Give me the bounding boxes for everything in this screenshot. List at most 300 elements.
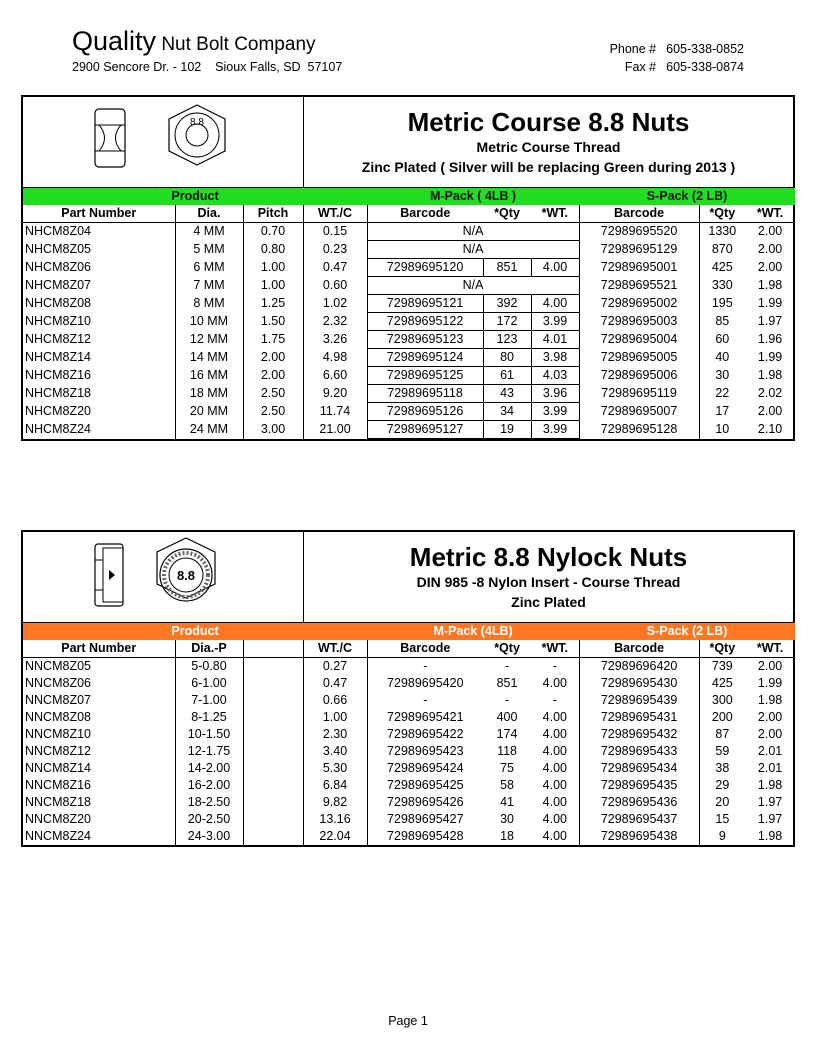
table-row (23, 313, 795, 331)
qty-cell: 38 (715, 761, 730, 775)
company-name-rest: Nut Bolt Company (161, 34, 316, 55)
wt-per-c-cell: 4.98 (303, 349, 367, 367)
band-product: Product (23, 623, 367, 640)
barcode-cell: 72989696420 (579, 658, 699, 676)
wt-per-c-cell: 1.00 (303, 709, 367, 726)
pitch-cell: 2.00 (243, 349, 303, 367)
diameter-cell: 6 MM (175, 259, 243, 277)
barcode-cell: 72989695521 (579, 277, 699, 295)
weight-cell: 4.03 (531, 367, 579, 385)
qty-cell: 29 (715, 778, 730, 792)
qty-cell: 18 (500, 829, 514, 843)
barcode-cell: 72989695122 (367, 313, 483, 331)
wt-per-c-cell: 13.16 (303, 811, 367, 828)
part-number-cell: NNCM8Z12 (23, 743, 175, 760)
barcode-cell: 72989695433 (579, 743, 699, 760)
wt-per-c-cell: 3.40 (303, 743, 367, 760)
barcode-cell: 72989695428 (387, 829, 464, 843)
pitch-cell (243, 709, 303, 726)
pitch-cell: 0.70 (243, 223, 303, 241)
phone-label: Phone # (609, 42, 657, 56)
qty-cell: 739 (711, 659, 733, 673)
page-number: Page 1 (388, 1014, 428, 1028)
weight-cell: 3.98 (531, 349, 579, 367)
company-name (72, 26, 316, 57)
section-subtitle-2: Zinc Plated ( Silver will be replacing Green during 2013 ) (361, 159, 736, 175)
column-header: Dia. (175, 205, 243, 223)
pitch-cell: 0.80 (243, 241, 303, 259)
table-row (23, 259, 795, 277)
pitch-cell (243, 675, 303, 692)
qty-cell: 61 (483, 367, 531, 385)
table-row (23, 777, 795, 794)
column-header: Barcode (579, 640, 699, 658)
wt-per-c-cell: 3.26 (303, 331, 367, 349)
wt-per-c-cell: 0.47 (303, 259, 367, 277)
weight-cell: 1.98 (757, 829, 783, 843)
column-header: *Qty (699, 640, 745, 658)
weight-cell: 3.96 (531, 385, 579, 403)
qty-cell: 392 (483, 295, 531, 313)
qty-cell: 870 (711, 242, 733, 256)
barcode-cell: 72989695004 (579, 331, 699, 349)
part-number-cell: NNCM8Z20 (23, 811, 175, 828)
diameter-cell: 10 MM (175, 313, 243, 331)
qty-cell: 9 (718, 829, 726, 843)
part-number-cell: NNCM8Z10 (23, 726, 175, 743)
wt-per-c-cell: 0.47 (303, 675, 367, 692)
diameter-cell: 18 MM (175, 385, 243, 403)
diameter-cell: 24-3.00 (175, 828, 243, 845)
table-row (23, 675, 795, 692)
table-row (23, 241, 795, 259)
barcode-cell: 72989695420 (387, 676, 464, 690)
qty-cell: 58 (500, 778, 514, 792)
qty-cell: 41 (500, 795, 514, 809)
pitch-cell (243, 658, 303, 676)
qty-cell: 34 (483, 403, 531, 421)
part-number-cell: NHCM8Z24 (23, 421, 175, 439)
column-header: *Qty (483, 640, 531, 658)
pitch-cell: 1.00 (243, 259, 303, 277)
weight-cell: 1.99 (757, 350, 783, 364)
part-number-cell: NHCM8Z14 (23, 349, 175, 367)
table-row (23, 726, 795, 743)
weight-cell: 2.01 (757, 761, 783, 775)
column-header: Barcode (367, 640, 483, 658)
column-header: WT./C (303, 640, 367, 658)
wt-per-c-cell: 22.04 (303, 828, 367, 845)
weight-cell: 4.01 (531, 331, 579, 349)
diameter-cell: 8 MM (175, 295, 243, 313)
section-subtitle-1: DIN 985 -8 Nylon Insert - Course Thread (416, 574, 681, 590)
column-header: WT./C (303, 205, 367, 223)
column-header: Barcode (367, 205, 483, 223)
column-header: *WT. (745, 640, 795, 658)
contact-block (596, 40, 744, 76)
company-address: 2900 Sencore Dr. - 102 Sioux Falls, SD 57107 (72, 60, 343, 74)
weight-cell: 2.01 (757, 744, 783, 758)
weight-cell: 4.00 (531, 743, 579, 760)
qty-cell: 30 (500, 812, 514, 826)
na-cell: N/A (367, 241, 579, 259)
table-body (23, 658, 795, 846)
table-row (23, 760, 795, 777)
wt-per-c-cell: 9.20 (303, 385, 367, 403)
section-title-block (304, 97, 793, 187)
qty-cell: 30 (715, 368, 730, 382)
part-number-cell: NHCM8Z04 (23, 223, 175, 241)
table-row (23, 811, 795, 828)
part-number-cell: NHCM8Z06 (23, 259, 175, 277)
part-number-cell: NHCM8Z10 (23, 313, 175, 331)
wt-per-c-cell: 0.60 (303, 277, 367, 295)
diameter-cell: 4 MM (175, 223, 243, 241)
wt-per-c-cell: 11.74 (303, 403, 367, 421)
qty-cell: 22 (715, 386, 730, 400)
weight-cell: 1.99 (757, 676, 783, 690)
weight-cell: - (531, 658, 579, 676)
column-header: Dia.-P (175, 640, 243, 658)
barcode-cell: 72989695437 (579, 811, 699, 828)
weight-cell: 3.99 (531, 313, 579, 331)
qty-cell: 123 (483, 331, 531, 349)
wt-per-c-cell: 6.60 (303, 367, 367, 385)
weight-cell: 1.98 (757, 778, 783, 792)
barcode-cell: 72989695126 (367, 403, 483, 421)
barcode-cell: 72989695120 (367, 259, 483, 277)
pitch-cell: 2.00 (243, 367, 303, 385)
pitch-cell (243, 726, 303, 743)
section-header (23, 97, 793, 188)
na-cell: N/A (367, 277, 579, 295)
pitch-cell: 2.50 (243, 403, 303, 421)
diameter-cell: 7 MM (175, 277, 243, 295)
table-row (23, 709, 795, 726)
weight-cell: 4.00 (531, 709, 579, 726)
column-header: Pitch (243, 205, 303, 223)
weight-cell: 1.96 (757, 332, 783, 346)
table-row (23, 349, 795, 367)
qty-cell: 80 (483, 349, 531, 367)
weight-cell: 1.97 (757, 812, 783, 826)
barcode-cell: 72989695421 (387, 710, 464, 724)
table-row (23, 828, 795, 845)
product-image (23, 532, 304, 622)
weight-cell: 2.00 (757, 260, 783, 274)
diameter-cell: 16-2.00 (175, 777, 243, 794)
section-hex-nuts (21, 95, 795, 441)
qty-cell: 851 (496, 676, 518, 690)
diameter-cell: 5-0.80 (175, 658, 243, 676)
fax-label: Fax # (624, 60, 657, 74)
group-band (23, 188, 795, 205)
column-header: Barcode (579, 205, 699, 223)
diameter-cell: 14 MM (175, 349, 243, 367)
qty-cell: 200 (711, 710, 733, 724)
weight-cell: 2.00 (757, 659, 783, 673)
weight-cell: 2.10 (757, 422, 783, 436)
qty-cell: 43 (483, 385, 531, 403)
diameter-cell: 10-1.50 (175, 726, 243, 743)
weight-cell: 2.00 (757, 710, 783, 724)
barcode-cell: 72989695436 (579, 794, 699, 811)
qty-cell: - (504, 659, 510, 673)
barcode-cell: 72989695435 (579, 777, 699, 794)
part-number-cell: NNCM8Z24 (23, 828, 175, 845)
barcode-cell: 72989695422 (387, 727, 464, 741)
barcode-cell: 72989695001 (579, 259, 699, 277)
qty-cell: 15 (715, 812, 730, 826)
weight-cell: 1.97 (757, 314, 783, 328)
diameter-cell: 18-2.50 (175, 794, 243, 811)
part-number-cell: NNCM8Z14 (23, 760, 175, 777)
part-number-cell: NHCM8Z07 (23, 277, 175, 295)
pitch-cell: 3.00 (243, 421, 303, 439)
table-row (23, 658, 795, 676)
barcode-cell: 72989695123 (367, 331, 483, 349)
pitch-cell (243, 811, 303, 828)
qty-cell: 400 (496, 710, 518, 724)
pitch-cell (243, 777, 303, 794)
table-row (23, 367, 795, 385)
barcode-cell: 72989695430 (579, 675, 699, 692)
section-subtitle-2: Zinc Plated (511, 594, 586, 610)
diameter-cell: 5 MM (175, 241, 243, 259)
barcode-cell: 72989695427 (387, 812, 464, 826)
weight-cell: 4.00 (531, 811, 579, 828)
section-title: Metric 8.8 Nylock Nuts (409, 542, 688, 572)
band-mpack: M-Pack ( 4LB ) (367, 188, 579, 205)
band-product: Product (23, 188, 367, 205)
qty-cell: 195 (711, 296, 733, 310)
weight-cell: - (531, 692, 579, 709)
table-row (23, 277, 795, 295)
weight-cell: 4.00 (531, 295, 579, 313)
weight-cell: 3.99 (531, 403, 579, 421)
na-cell: N/A (367, 223, 579, 241)
barcode-cell: 72989695119 (579, 385, 699, 403)
diameter-cell: 12-1.75 (175, 743, 243, 760)
wt-per-c-cell: 0.27 (303, 658, 367, 676)
barcode-cell: - (423, 693, 428, 707)
column-header: *Qty (483, 205, 531, 223)
column-header: *Qty (699, 205, 745, 223)
pitch-cell: 1.00 (243, 277, 303, 295)
part-number-cell: NHCM8Z20 (23, 403, 175, 421)
qty-cell: 75 (500, 761, 514, 775)
nylock-nut-table (23, 623, 795, 845)
diameter-cell: 8-1.25 (175, 709, 243, 726)
barcode-cell: - (423, 659, 428, 673)
pitch-cell: 1.50 (243, 313, 303, 331)
wt-per-c-cell: 1.02 (303, 295, 367, 313)
section-title-block (304, 532, 793, 622)
table-row (23, 385, 795, 403)
table-row (23, 692, 795, 709)
qty-cell: 85 (715, 314, 730, 328)
weight-cell: 1.98 (757, 368, 783, 382)
column-header: *WT. (745, 205, 795, 223)
barcode-cell: 72989695003 (579, 313, 699, 331)
table-row (23, 421, 795, 439)
image-grade-label: 8.8 (190, 117, 204, 128)
qty-cell: 174 (496, 727, 518, 741)
part-number-cell: NHCM8Z08 (23, 295, 175, 313)
table-row (23, 794, 795, 811)
band-spack: S-Pack (2 LB) (579, 623, 795, 640)
weight-cell: 4.00 (531, 760, 579, 777)
weight-cell: 1.97 (757, 795, 783, 809)
qty-cell: 17 (715, 404, 730, 418)
wt-per-c-cell: 6.84 (303, 777, 367, 794)
qty-cell: 425 (711, 260, 733, 274)
barcode-cell: 72989695121 (367, 295, 483, 313)
qty-cell: 118 (497, 744, 518, 758)
weight-cell: 4.00 (531, 777, 579, 794)
pitch-cell: 1.75 (243, 331, 303, 349)
table-body (23, 223, 795, 439)
hex-nut-table (23, 188, 795, 439)
part-number-cell: NNCM8Z07 (23, 692, 175, 709)
barcode-cell: 72989695127 (367, 421, 483, 439)
part-number-cell: NNCM8Z06 (23, 675, 175, 692)
barcode-cell: 72989695124 (367, 349, 483, 367)
wt-per-c-cell: 2.30 (303, 726, 367, 743)
qty-cell: 19 (483, 421, 531, 439)
pitch-cell (243, 743, 303, 760)
barcode-cell: 72989695423 (387, 744, 464, 758)
barcode-cell: 72989695432 (579, 726, 699, 743)
section-header (23, 532, 793, 623)
table-row (23, 223, 795, 241)
diameter-cell: 16 MM (175, 367, 243, 385)
barcode-cell: 72989695007 (579, 403, 699, 421)
weight-cell: 2.00 (757, 727, 783, 741)
barcode-cell: 72989695125 (367, 367, 483, 385)
barcode-cell: 72989695426 (387, 795, 464, 809)
band-spack: S-Pack (2 LB) (579, 188, 795, 205)
pitch-cell: 2.50 (243, 385, 303, 403)
qty-cell: 59 (715, 744, 730, 758)
column-headers (23, 640, 795, 658)
weight-cell: 4.00 (531, 828, 579, 845)
table-row (23, 743, 795, 760)
section-subtitle-1: Metric Course Thread (476, 139, 621, 155)
wt-per-c-cell: 21.00 (303, 421, 367, 439)
barcode-cell: 72989695431 (579, 709, 699, 726)
hex-nut-top-icon (23, 97, 301, 187)
qty-cell: 20 (715, 795, 730, 809)
weight-cell: 4.00 (531, 794, 579, 811)
wt-per-c-cell: 2.32 (303, 313, 367, 331)
qty-cell: 851 (483, 259, 531, 277)
wt-per-c-cell: 9.82 (303, 794, 367, 811)
wt-per-c-cell: 0.23 (303, 241, 367, 259)
band-mpack: M-Pack (4LB) (367, 623, 579, 640)
qty-cell: 1330 (708, 224, 737, 239)
qty-cell: 10 (715, 422, 730, 436)
weight-cell: 4.00 (531, 726, 579, 743)
fax-number: 605-338-0874 (666, 60, 744, 74)
pitch-cell (243, 828, 303, 845)
weight-cell: 2.00 (757, 242, 783, 256)
barcode-cell: 72989695006 (579, 367, 699, 385)
qty-cell: 172 (483, 313, 531, 331)
barcode-cell: 72989695424 (387, 761, 464, 775)
qty-cell: 300 (711, 693, 733, 707)
weight-cell: 2.00 (757, 404, 783, 418)
part-number-cell: NNCM8Z16 (23, 777, 175, 794)
part-number-cell: NHCM8Z16 (23, 367, 175, 385)
diameter-cell: 7-1.00 (175, 692, 243, 709)
column-header: Part Number (23, 640, 175, 658)
barcode-cell: 72989695129 (579, 241, 699, 259)
diameter-cell: 14-2.00 (175, 760, 243, 777)
part-number-cell: NHCM8Z18 (23, 385, 175, 403)
column-headers (23, 205, 795, 223)
part-number-cell: NNCM8Z18 (23, 794, 175, 811)
pitch-cell (243, 794, 303, 811)
column-header: *WT. (531, 205, 579, 223)
barcode-cell: 72989695002 (579, 295, 699, 313)
section-title: Metric Course 8.8 Nuts (407, 107, 690, 137)
part-number-cell: NHCM8Z05 (23, 241, 175, 259)
diameter-cell: 12 MM (175, 331, 243, 349)
pitch-cell (243, 760, 303, 777)
qty-cell: 330 (711, 278, 733, 292)
barcode-cell: 72989695005 (579, 349, 699, 367)
column-header: Part Number (23, 205, 175, 223)
weight-cell: 2.00 (757, 224, 783, 239)
pitch-cell: 1.25 (243, 295, 303, 313)
nylock-nut-top-icon (23, 532, 301, 622)
qty-cell: 40 (715, 350, 730, 364)
barcode-cell: 72989695118 (367, 385, 483, 403)
image-grade-label: 8.8 (176, 568, 196, 583)
table-row (23, 295, 795, 313)
part-number-cell: NNCM8Z05 (23, 658, 175, 676)
section-nylock-nuts (21, 530, 795, 847)
phone-number: 605-338-0852 (666, 42, 744, 56)
page-header (72, 26, 752, 80)
part-number-cell: NHCM8Z12 (23, 331, 175, 349)
part-number-cell: NNCM8Z08 (23, 709, 175, 726)
group-band (23, 623, 795, 640)
wt-per-c-cell: 0.15 (303, 223, 367, 241)
column-header: *WT. (531, 640, 579, 658)
table-row (23, 331, 795, 349)
weight-cell: 3.99 (531, 421, 579, 439)
company-name-big: Quality (72, 26, 157, 56)
weight-cell: 1.98 (757, 693, 783, 707)
diameter-cell: 24 MM (175, 421, 243, 439)
barcode-cell: 72989695520 (579, 223, 699, 241)
diameter-cell: 20-2.50 (175, 811, 243, 828)
qty-cell: - (504, 693, 510, 707)
barcode-cell: 72989695128 (579, 421, 699, 439)
qty-cell: 87 (715, 727, 730, 741)
product-image (23, 97, 304, 187)
weight-cell: 1.98 (757, 278, 783, 292)
wt-per-c-cell: 0.66 (303, 692, 367, 709)
pitch-cell (243, 692, 303, 709)
barcode-cell: 72989695434 (579, 760, 699, 777)
qty-cell: 60 (715, 332, 730, 346)
weight-cell: 1.99 (757, 296, 783, 310)
qty-cell: 425 (711, 676, 733, 690)
barcode-cell: 72989695425 (387, 778, 464, 792)
